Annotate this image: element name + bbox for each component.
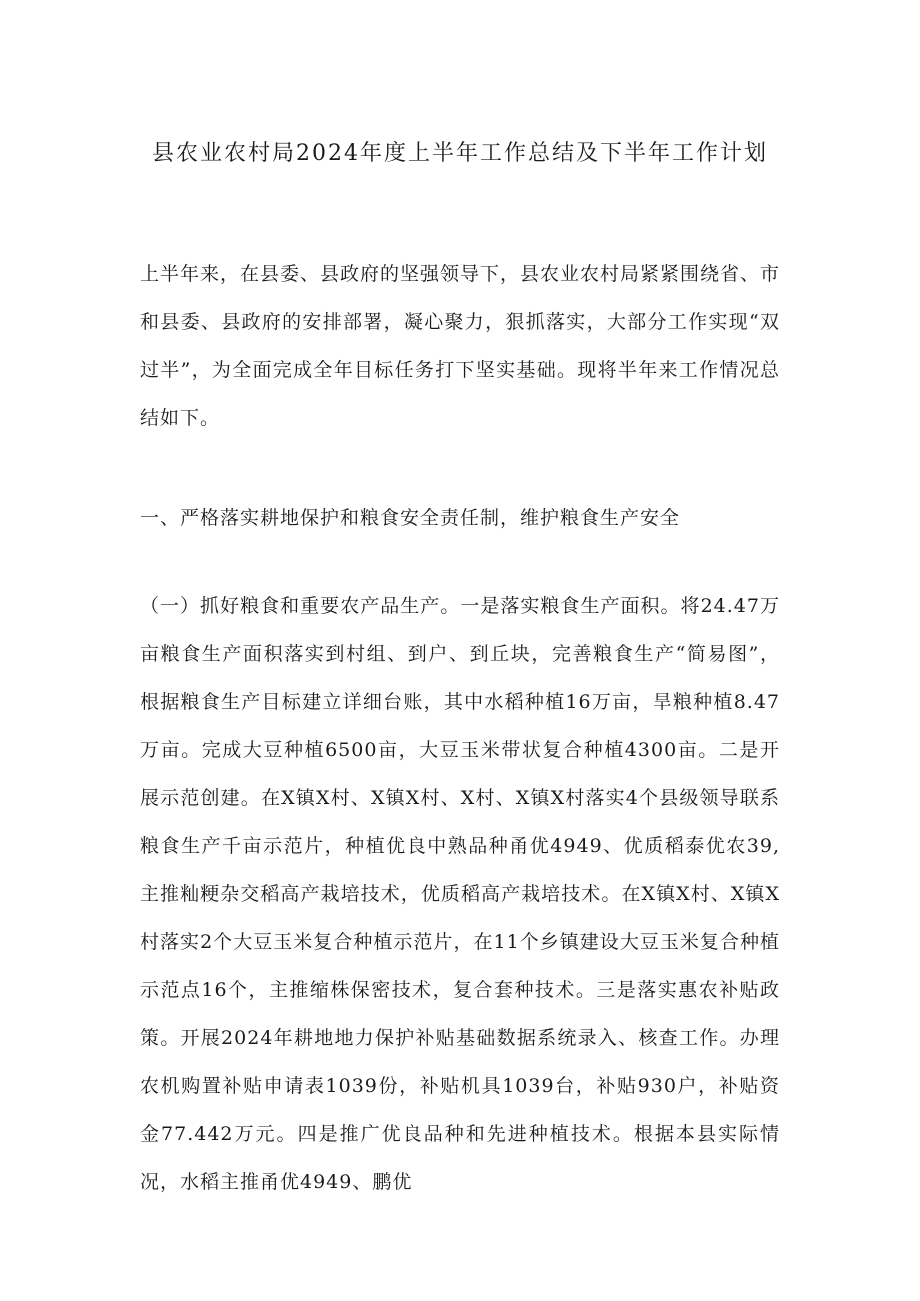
document-title: 县农业农村局2024年度上半年工作总结及下半年工作计划 <box>152 141 768 166</box>
subsection-paragraph-1: （一）抓好粮食和重要农产品生产。一是落实粮食生产面积。将24.47万亩粮食生产面积落实到村组、到户、到丘块，完善粮食生产“简易图”，根据粮食生产目标建立详细台账，其中水稻种植16万亩，旱粮种植8.47万亩。完成大豆种植6500亩，大豆玉米带状复合种植4300亩。二是开展示范创建。在X镇X村、X镇X村、X村、X镇X村落实4个县级领导联系粮食生产千亩示范片，种植优良中熟品种甬优4949、优质稻泰优农39,主推籼粳杂交稻高产栽培技术，优质稻高产栽培技术。在X镇X村、X镇X村落实2个大豆玉米复合种植示范片，在11个乡镇建设大豆玉米复合种植示范点16个，主推缩株保密技术，复合套种技术。三是落实惠农补贴政策。开展2024年耕地地力保护补贴基础数据系统录入、核查工作。办理农机购置补贴申请表1039份，补贴机具1039台，补贴930户，补贴资金77.442万元。四是推广优良品种和先进种植技术。根据本县实际情况，水稻主推甬优4949、鹏优 <box>140 595 780 1193</box>
intro-paragraph: 上半年来，在县委、县政府的坚强领导下，县农业农村局紧紧围绕省、市和县委、县政府的安排部署，凝心聚力，狠抓落实，大部分工作实现“双过半”，为全面完成全年目标任务打下坚实基础。现将半年来工作情况总结如下。 <box>140 263 781 429</box>
section-heading-1: 一、严格落实耕地保护和粮食安全责任制，维护粮食生产安全 <box>140 507 681 529</box>
